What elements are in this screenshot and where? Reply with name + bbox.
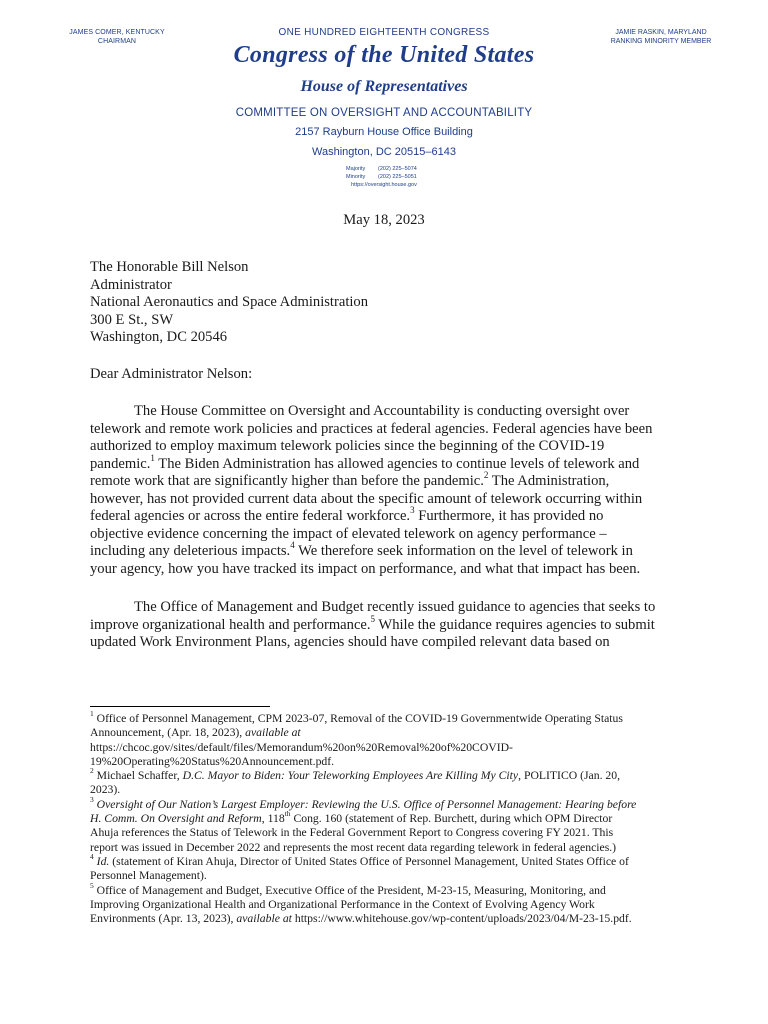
text-line [90, 505, 690, 526]
text-line: telework and remote work policies and practices at federal agencies. Federal agencies have been [90, 420, 653, 437]
footnote-3 [90, 794, 690, 855]
text-span: available at [236, 912, 292, 926]
letter-date: May 18, 2023 [343, 212, 425, 228]
text-span: The Administration, [488, 473, 610, 489]
text-span: th [284, 809, 291, 819]
text-line [90, 452, 690, 474]
text-span: , 118 [261, 812, 285, 826]
text-line [90, 540, 690, 561]
house-title: House of Representatives [300, 78, 468, 95]
footnote-number: 1 [90, 709, 94, 719]
congress-number: ONE HUNDRED EIGHTEENTH CONGRESS [278, 27, 490, 38]
text-span: Id. [93, 854, 110, 868]
text-line: The Office of Management and Budget recently issued guidance to agencies that seeks to [134, 599, 656, 615]
body-paragraph-2 [90, 599, 690, 652]
text-span: remote work that are significantly higher than before the pandemic. [90, 473, 484, 489]
text-line: however, has not provided current data about the specific amount of telework occurring within [90, 490, 643, 507]
ranking-member-name: JAMIE RASKIN, MARYLAND [615, 29, 707, 36]
text-line: Ahuja references the Status of Telework in the Federal Government Report to Congress covering FY 2021. This [90, 826, 614, 840]
text-span: Furthermore, it has provided no [414, 508, 604, 524]
address-line-1: 2157 Rayburn House Office Building [295, 126, 473, 138]
footnote-ref-3[interactable]: 3 [410, 505, 415, 516]
text-line [90, 470, 690, 491]
phone-block [346, 165, 417, 181]
text-span: improve organizational health and performance. [90, 616, 371, 633]
text-span: Announcement, (Apr. 18, 2023), [90, 726, 246, 740]
text-span: We therefore seek information on the level of telework in [294, 543, 633, 559]
text-line: updated Work Environment Plans, agencies should have compiled relevant data based on [90, 634, 610, 650]
text-span: H. Comm. On Oversight and Reform [90, 812, 262, 826]
text-span: , POLITICO (Jan. 20, [518, 769, 621, 783]
text-span: including any deleterious impacts. [90, 543, 291, 559]
footnote-divider [90, 706, 270, 707]
footnotes [90, 709, 690, 926]
body-paragraph-1 [90, 403, 690, 578]
text-line: authorized to employ maximum telework policies since the beginning of the COVID-19 [90, 438, 605, 454]
addressee-line: Administrator [90, 276, 172, 293]
text-line: Personnel Management). [90, 869, 207, 883]
text-line [90, 613, 690, 635]
text-span: D.C. Mayor to Biden: Your Teleworking Employees Are Killing My City [182, 769, 519, 783]
footnote-4 [90, 852, 690, 884]
footnote-link[interactable]: 19%20Operating%20Status%20Announcement.pdf. [90, 754, 335, 768]
text-line: objective evidence concerning the impact of elevated telework on agency performance – [90, 525, 607, 542]
footnote-ref-4[interactable]: 4 [290, 540, 295, 551]
text-span: pandemic. [90, 455, 151, 472]
text-span: Michael Schaffer, [93, 769, 183, 783]
text-line: 2023). [90, 783, 121, 797]
address-line-2: Washington, DC 20515–6143 [312, 146, 456, 158]
text-line: The House Committee on Oversight and Accountability is conducting oversight over [134, 403, 630, 419]
text-line: report was issued in December 2022 and represents the most recent data regarding telework in federal agencies.) [90, 840, 617, 854]
footnote-ref-1[interactable]: 1 [150, 452, 155, 463]
committee-name: COMMITTEE ON OVERSIGHT AND ACCOUNTABILITY [235, 107, 533, 119]
footnote-link[interactable]: https://chcoc.gov/sites/default/files/Memorandum%20on%20Removal%20of%20COVID- [90, 740, 513, 754]
majority-phone: (202) 225–5074 [378, 166, 417, 172]
addressee-line: 300 E St., SW [90, 311, 174, 328]
text-span: Cong. 160 (statement of Rep. Burchett, during which OPM Director [290, 812, 613, 826]
footnote-link[interactable]: https://www.whitehouse.gov/wp-content/uploads/2023/04/M-23-15.pdf. [291, 912, 632, 926]
minority-phone: (202) 225–5051 [378, 174, 417, 180]
footnote-number: 2 [90, 766, 94, 776]
text-span: federal agencies or across the entire federal workforce. [90, 508, 411, 524]
congress-title: Congress of the United States [233, 42, 535, 68]
addressee-line: Washington, DC 20546 [90, 329, 228, 345]
text-span: The Biden Administration has allowed agencies to continue levels of telework and [154, 455, 640, 472]
addressee-line: National Aeronautics and Space Administration [90, 294, 369, 310]
chairman-title: CHAIRMAN [97, 38, 137, 45]
addressee-line: The Honorable Bill Nelson [90, 259, 249, 275]
text-span: Office of Personnel Management, CPM 2023-07, Removal of the COVID-19 Governmentwide Operating Status [93, 712, 623, 725]
footnote-ref-5[interactable]: 5 [370, 613, 376, 624]
website-link[interactable]: https://oversight.house.gov [351, 182, 417, 188]
majority-label: Majority [346, 166, 366, 172]
addressee-block [90, 259, 368, 347]
text-line: your agency, how you have tracked its impact on performance, and what that impact has been. [90, 560, 641, 577]
footnote-1 [90, 709, 690, 769]
footnote-5 [90, 880, 690, 927]
footnote-ref-2[interactable]: 2 [483, 470, 489, 481]
text-span: While the guidance requires agencies to submit [375, 616, 655, 633]
text-span: Oversight of Our Nation’s Largest Employer: Reviewing the U.S. Office of Personnel Management: Hearing before [93, 797, 637, 811]
footnote-number: 4 [90, 852, 94, 862]
chairman-name: JAMES COMER, KENTUCKY [69, 29, 165, 36]
text-span: (statement of Kiran Ahuja, Director of United States Office of Personnel Management, United States Office of [109, 854, 629, 868]
text-span: Environments (Apr. 13, 2023), [90, 912, 237, 926]
salutation: Dear Administrator Nelson: [90, 366, 253, 382]
ranking-member-title: RANKING MINORITY MEMBER [610, 38, 712, 45]
footnote-number: 3 [90, 794, 94, 804]
text-span: Office of Management and Budget, Executive Office of the President, M-23-15, Measuring, Monitoring, and [93, 883, 606, 897]
text-span: available at [245, 726, 301, 740]
footnote-2 [90, 766, 690, 798]
minority-label: Minority [346, 174, 366, 180]
text-line: Improving Organizational Health and Organizational Performance in the Context of Evolving Agency Work [90, 897, 595, 911]
footnote-number: 5 [90, 880, 94, 890]
